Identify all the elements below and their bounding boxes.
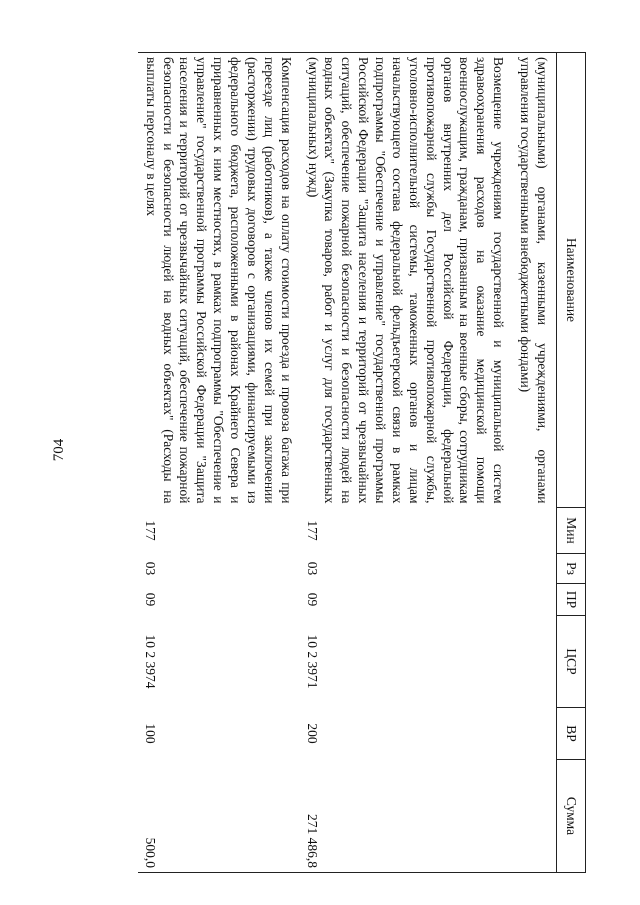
budget-table-sheet (101, 52, 586, 872)
row-vr: 100 (142, 723, 158, 744)
row-min: 177 (304, 520, 320, 541)
row-sum: 271 486,8 (300, 760, 513, 873)
table-header-row (557, 53, 586, 873)
row-pr: 09 (304, 592, 320, 607)
row-vr: 200 (304, 723, 320, 744)
row-vr (512, 708, 556, 760)
row-rz: 03 (304, 561, 320, 576)
row-min (512, 508, 556, 554)
header-rz: Рз (557, 554, 586, 584)
row-sum: 500,0 (138, 760, 300, 873)
header-sum: Сумма (557, 760, 586, 873)
table-row (512, 53, 556, 873)
row-name: (муниципальными) органами, казенными учреждениями, органами управления государственными внебюджетными фондами) (512, 53, 556, 508)
row-csr: 10 2 3974 (142, 634, 158, 689)
row-rz: 03 (142, 561, 158, 576)
row-pr (512, 584, 556, 616)
row-rz (512, 554, 556, 584)
header-csr: ЦСР (557, 616, 586, 708)
table-row (138, 53, 300, 873)
row-name: Компенсация расходов на оплату стоимости проезда и провоза багажа при переезде лиц (работников), а также членов их семей при заключении (расторжении) трудовых договоров с организациями, финансируемыми из федерального бюджета, расположенными в районах Крайнего Севера и приравненных к ним местностях, в рамках подпрограммы "Обеспечение и управление" государственной программы Российской Федерации "Защита населения и территорий от чрезвычайных ситуаций, обеспечение пожарной безопасности и безопасности людей на водных объектах" (Расходы на выплаты персоналу в целях (138, 53, 300, 508)
row-min: 177 (142, 520, 158, 541)
header-min: Мин (557, 508, 586, 554)
row-csr: 10 2 3971 (304, 634, 320, 689)
header-name: Наименование (557, 53, 586, 508)
row-sum (512, 760, 556, 873)
header-vr: ВР (557, 708, 586, 760)
budget-table (138, 52, 586, 873)
row-csr (512, 616, 556, 708)
page-number: 704 (51, 438, 67, 462)
row-pr: 09 (142, 592, 158, 607)
header-pr: ПР (557, 584, 586, 616)
table-row (300, 53, 513, 873)
row-name: Возмещение учреждениям государственной и муниципальной систем здравоохранения расходов на оказание медицинской помощи военнослужащим, гражданам, призванным на военные сборы, сотрудникам органов внутренних дел Российской Федерации, федеральной противопожарной службы Государственной противопожарной службы, уголовно-исполнительной системы, таможенных органов и лицам начальствующего состава федеральной фельдъегерской связи в рамках подпрограммы "Обеспечение и управление" государственной программы Российской Федерации "Защита населения и территорий от чрезвычайных ситуаций, обеспечение пожарной безопасности и безопасности людей на водных объектах" (Закупка товаров, работ и услуг для государственных (муниципальных) нужд) (300, 53, 513, 508)
